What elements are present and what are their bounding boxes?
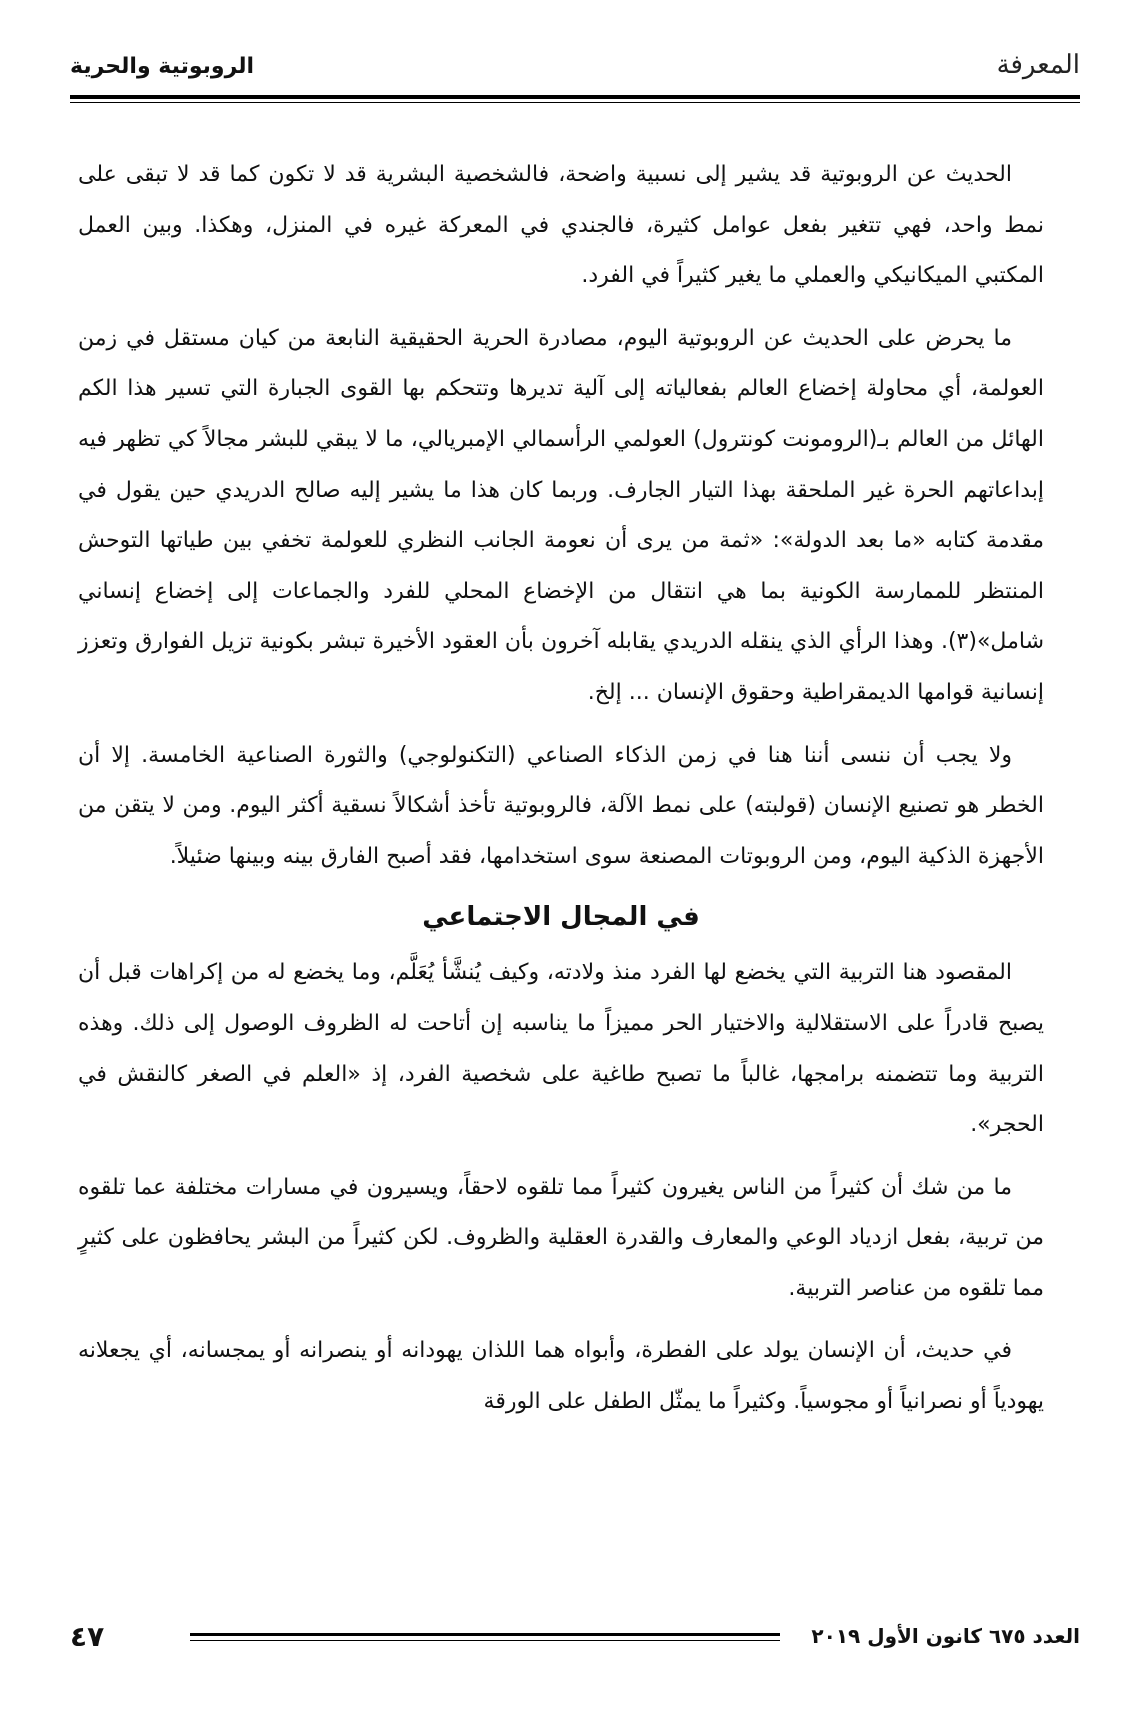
page-header: [70, 42, 1080, 92]
paragraph: ولا يجب أن ننسى أننا هنا في زمن الذكاء الصناعي (التكنولوجي) والثورة الصناعية الخامسة. إلا أن الخطر هو تصنيع الإنسان (قولبته) على نمط الآلة، فالروبوتية تأخذ أشكالاً نسقية أكثر اليوم. ومن لا يتقن من الأجهزة الذكية اليوم، ومن الروبوتات المصنعة سوى استخدامها، فقد أصبح الفارق بينه وبينها ضئيلاً.: [78, 742, 1044, 869]
header-rule-thin: [70, 102, 1080, 103]
paragraph: في حديث، أن الإنسان يولد على الفطرة، وأبواه هما اللذان يهودانه أو ينصرانه أو يمجسانه، أي يجعلانه يهودياً أو نصرانياً أو مجوسياً. وكثيراً ما يمثّل الطفل على الورقة: [78, 1338, 1044, 1415]
page-footer: [70, 1620, 1080, 1660]
header-rule: [70, 95, 1080, 99]
running-title: الروبوتية والحرية: [70, 54, 255, 79]
paragraph: ما يحرض على الحديث عن الروبوتية اليوم، مصادرة الحرية الحقيقية النابعة من كيان مستقل في زمن العولمة، أي محاولة إخضاع العالم بفعالياته إلى آلية تديرها وتتحكم بها القوى الجبارة التي تسير هذا الكم الهائل من العالم بـ(الرومونت كونترول) العولمي الرأسمالي الإمبريالي، ما لا يبقي للبشر مجالاً كي تظهر فيه إبداعاتهم الحرة غير الملحقة بهذا التيار الجارف. وربما كان هذا ما يشير إليه صالح الدريدي حين يقول في مقدمة كتابه «ما بعد الدولة»: «ثمة من يرى أن نعومة الجانب النظري للعولمة تخفي بين طياتها التوحش المنتظر للممارسة الكونية بما هي انتقال من الإخضاع المحلي للفرد والجماعات إلى إخضاع إنساني شامل»(٣). وهذا الرأي الذي ينقله الدريدي يقابله آخرون بأن العقود الأخيرة تبشر بكونية تزيل الفوارق وتعزز إنسانية قوامها الديمقراطية وحقوق الإنسان ... إلخ.: [78, 325, 1044, 705]
page-number: ٤٧: [70, 1620, 105, 1653]
issue-info: العدد ٦٧٥ كانون الأول ٢٠١٩: [811, 1624, 1080, 1648]
magazine-logo: المعرفة: [996, 50, 1080, 80]
subheading: في المجال الاجتماعي: [422, 902, 700, 933]
footer-rule: [190, 1633, 780, 1636]
paragraph: المقصود هنا التربية التي يخضع لها الفرد منذ ولادته، وكيف يُنشَّأ يُعَلَّم، وما يخضع له من إكراهات قبل أن يصبح قادراً على الاستقلالية والاختيار الحر مميزاً ما يناسبه إن أتاحت له الظروف الوصول إلى ذلك. وهذه التربية وما تتضمنه برامجها، غالباً ما تصبح طاغية على شخصية الفرد، إذ «العلم في الصغر كالنقش في الحجر».: [78, 960, 1044, 1138]
article-body: [78, 150, 1044, 1440]
paragraph: الحديث عن الروبوتية قد يشير إلى نسبية واضحة، فالشخصية البشرية قد لا تكون كما قد لا تبقى على نمط واحد، فهي تتغير بفعل عوامل كثيرة، فالجندي في المعركة غيره في المنزل، وهكذا. وبين العمل المكتبي الميكانيكي والعملي ما يغير كثيراً في الفرد.: [78, 162, 1044, 289]
footer-rule-thin: [190, 1640, 780, 1641]
paragraph: ما من شك أن كثيراً من الناس يغيرون كثيراً مما تلقوه لاحقاً، ويسيرون في مسارات مختلفة عما تلقوه من تربية، بفعل ازدياد الوعي والمعارف والقدرة العقلية والظروف. لكن كثيراً من البشر يحافظون على كثيرٍ مما تلقوه من عناصر التربية.: [78, 1174, 1044, 1301]
